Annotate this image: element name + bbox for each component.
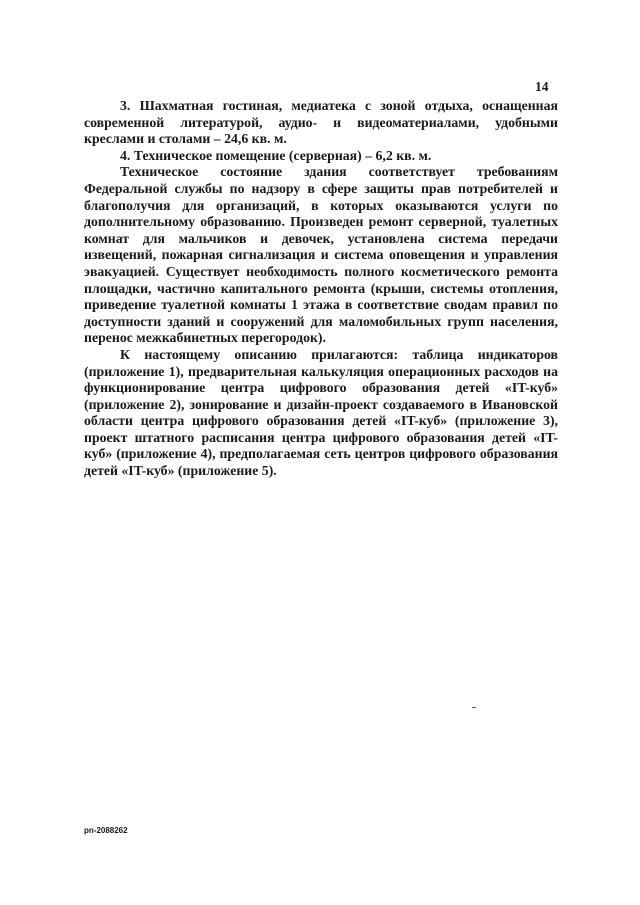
- scan-speck: [472, 707, 476, 708]
- paragraph-server-room: 4. Техническое помещение (серверная) – 6,2 кв. м.: [120, 147, 432, 163]
- paragraph-chess-lounge: 3. Шахматная гостиная, медиатека с зоной отдыха, оснащенная современной литературой, аудио- и видеоматериалами, удобными креслами и столами – 24,6 кв. м.: [84, 98, 558, 147]
- document-body: [84, 98, 558, 480]
- paragraph-technical-condition: Техническое состояние здания соответствует требованиям Федеральной службы по надзору в сфере защиты прав потребителей и благополучия для организаций, в которых оказываются услуги по дополнительному образованию. Произведен ремонт серверной, туалетных комнат для мальчиков и девочек, установлена система передачи извещений, пожарная сигнализация и система оповещения и управления эвакуацией. Существует необходимость полного косметического ремонта площадки, частично капитального ремонта (крыши, системы отопления, приведение туалетной комнаты 1 этажа в соответствие сводам правил по доступности зданий и сооружений для маломобильных групп населения, перенос межкабинетных перегородок).: [84, 164, 558, 346]
- page-number: 14: [535, 79, 549, 94]
- paragraph-attachments: К настоящему описанию прилагаются: таблица индикаторов (приложение 1), предварительная калькуляция операционных расходов на функционирование центра цифрового образования детей «IT-куб» (приложение 2), зонирование и дизайн-проект создаваемого в Ивановской области центра цифрового образования детей «IT-куб» (приложение 3), проект штатного расписания центра цифрового образования детей «IT-куб» (приложение 4), предполагаемая сеть центров цифрового образования детей «IT-куб» (приложение 5).: [84, 346, 558, 479]
- document-code: pn-2088262: [84, 826, 128, 835]
